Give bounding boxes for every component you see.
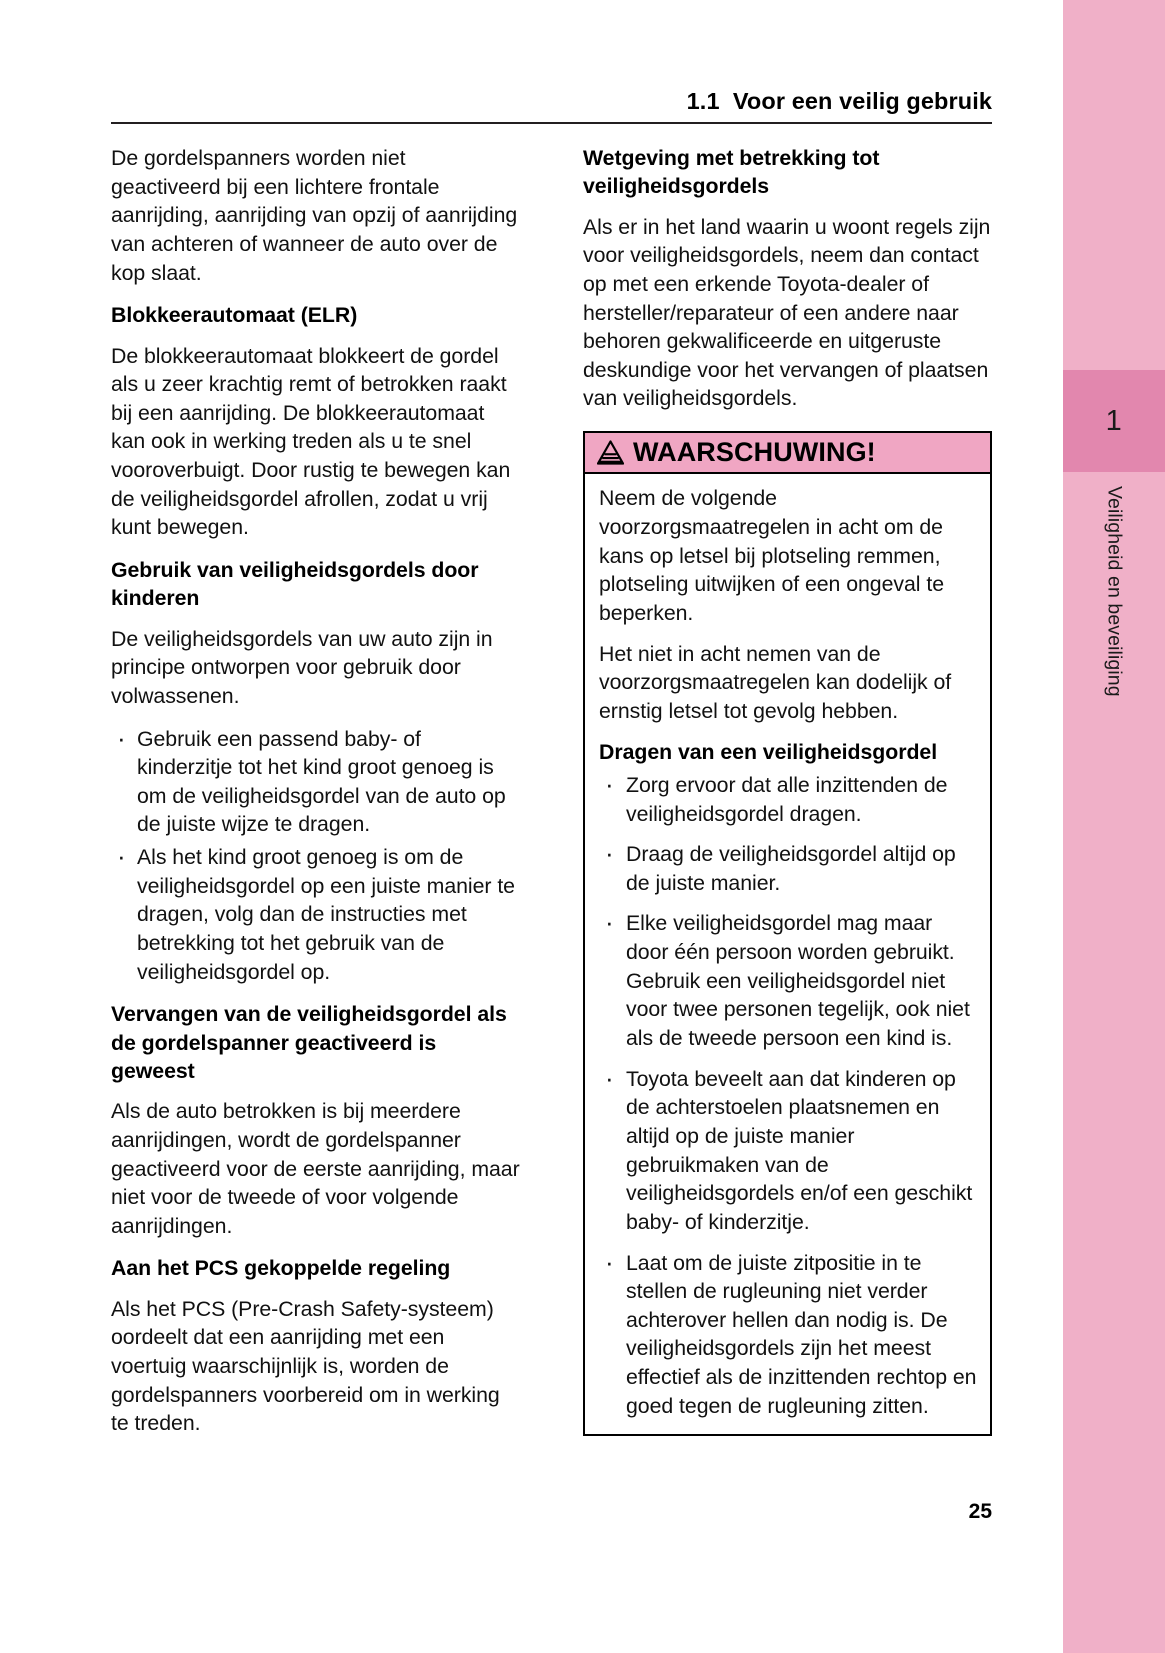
header-section-title: Voor een veilig gebruik (732, 88, 992, 114)
warning-box-header (585, 433, 990, 474)
replace-paragraph: Als de auto betrokken is bij meerdere aanrijdingen, wordt de gordelspanner geactiveerd voor de eerste aanrijding, maar niet voor de tweede of voor volgende aanrijdingen. (111, 1099, 520, 1238)
chapter-title-vertical (1063, 480, 1165, 1040)
heading-blokkeerautomaat: Blokkeerautomaat (ELR) (111, 303, 358, 328)
right-column (583, 144, 992, 1436)
warning-triangle-icon (597, 440, 624, 465)
warning-box-body (585, 474, 990, 1434)
left-column (111, 144, 520, 1452)
list-item: · Elke veiligheidsgordel mag maar door één persoon worden gebruikt. Gebruik een veiligheidsgordel niet voor twee personen tegelijk, ook niet als de tweede persoon een kind is. (599, 909, 978, 1052)
pcs-paragraph: Als het PCS (Pre-Crash Safety-systeem) oordeelt dat een aanrijding met een voertuig waarschijnlijk is, worden de gordelspanners voorbereid om in werking te treden. (111, 1296, 500, 1436)
warning-box (583, 431, 992, 1436)
chapter-number-badge: 1 (1063, 370, 1165, 472)
header-divider (111, 122, 992, 124)
heading-wetgeving: Wetgeving met betrekking tot veiligheidsgordels (583, 146, 880, 199)
heading-gebruik-kinderen: Gebruik van veiligheidsgordels door kinderen (111, 558, 479, 611)
page-header (111, 88, 992, 115)
header-section-number: 1.1 (686, 88, 720, 114)
list-item: · Toyota beveelt aan dat kinderen op de achterstoelen plaatsnemen en altijd op de juiste manier gebruikmaken van de veiligheidsgordels en/of een geschikt baby- of kinderzitje. (599, 1065, 978, 1237)
chapter-title-text: Veiligheid en beveiliging (1103, 486, 1126, 697)
legislation-paragraph: Als er in het land waarin u woont regels zijn voor veiligheidsgordels, neem dan contact op met een erkende Toyota-dealer of hersteller/reparateur of een andere naar behoren gekwalificeerde en uitgeruste deskundige voor het vervangen of plaatsen van veiligheidsgordels. (583, 214, 991, 411)
warning-paragraph-2: Het niet in acht nemen van de voorzorgsmaatregelen kan dodelijk of ernstig letsel tot gevolg hebben. (599, 641, 952, 723)
list-item: · Zorg ervoor dat alle inzittenden de veiligheidsgordel dragen. (599, 771, 978, 828)
warning-bullet-list (599, 771, 978, 1420)
heading-pcs-regeling: Aan het PCS gekoppelde regeling (111, 1256, 451, 1281)
list-item: · Draag de veiligheidsgordel altijd op de juiste manier. (599, 840, 978, 897)
list-item: · Als het kind groot genoeg is om de veiligheidsgordel op een juiste manier te dragen, volg dan de instructies met betrekking tot het gebruik van de veiligheidsgordel op. (111, 843, 520, 986)
list-item: · Laat om de juiste zitpositie in te stellen de rugleuning niet verder achterover hellen dan nodig is. De veiligheidsgordels zijn het meest effectief als de inzittenden rechtop en goed tegen de rugleuning zitten. (599, 1249, 978, 1421)
elr-paragraph: De blokkeerautomaat blokkeert de gordel als u zeer krachtig remt of betrokken raakt bij een aanrijding. De blokkeerautomaat kan ook in werking treden als u te snel vooroverbuigt. Door rustig te bewegen kan de veiligheidsgordel afrollen, zodat u vrij kunt bewegen. (111, 343, 511, 540)
page-number: 25 (968, 1500, 992, 1523)
children-bullet-list (111, 725, 520, 987)
list-item: · Gebruik een passend baby- of kinderzitje tot het kind groot genoeg is om de veiligheidsgordel van de auto op de juiste wijze te dragen. (111, 725, 520, 840)
warning-paragraph-1: Neem de volgende voorzorgsmaatregelen in acht om de kans op letsel bij plotseling remmen, plotseling uitwijken of een ongeval te beperken. (599, 486, 944, 626)
intro-paragraph: De gordelspanners worden niet geactiveerd bij een lichtere frontale aanrijding, aanrijding van opzij of aanrijding van achteren of wanneer de auto over de kop slaat. (111, 146, 518, 285)
heading-vervangen-gordel: Vervangen van de veiligheidsgordel als de gordelspanner geactiveerd is geweest (111, 1002, 507, 1083)
children-paragraph: De veiligheidsgordels van uw auto zijn in principe ontworpen voor gebruik door volwassenen. (111, 626, 493, 708)
warning-box-title: WAARSCHUWING! (633, 437, 876, 468)
warning-subheading: Dragen van een veiligheidsgordel (599, 739, 938, 764)
